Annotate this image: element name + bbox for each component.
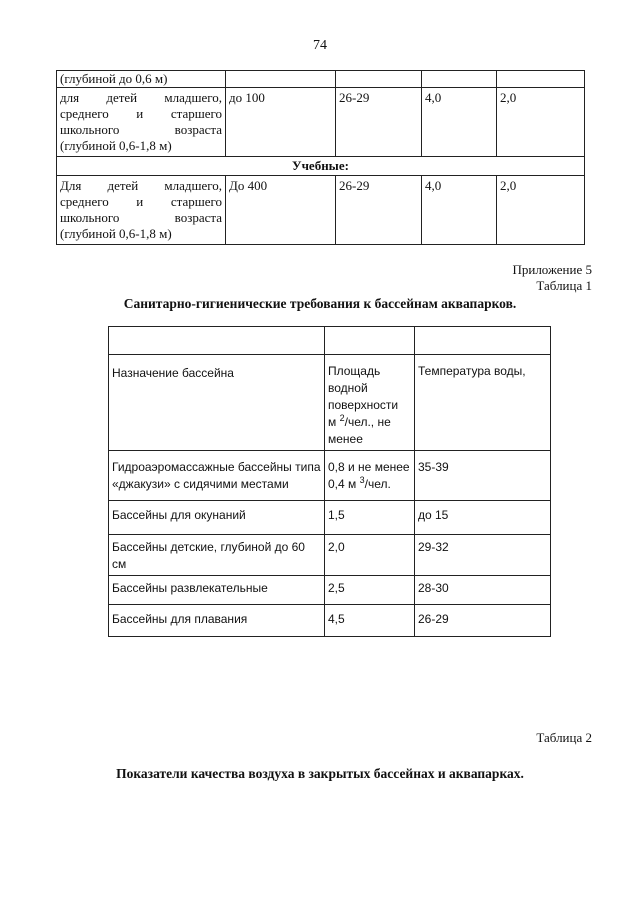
- pool-purpose: Гидроаэромассажные бассейны типа «джакузи» с сидячими местами: [109, 451, 325, 501]
- pool-temperature: 26-29: [415, 605, 551, 637]
- table-cell: 4,0: [422, 176, 497, 245]
- pool-area: 4,5: [325, 605, 415, 637]
- table-row: [109, 535, 551, 576]
- page-number: 74: [313, 38, 327, 53]
- table-cell: (глубиной до 0,6 м): [57, 71, 226, 88]
- table-row: [57, 176, 585, 245]
- table-cell: [325, 327, 415, 355]
- header-area-unit: [328, 414, 411, 431]
- table2-title: Показатели качества воздуха в закрытых бассейнах и аквапарках.: [116, 766, 524, 781]
- table1-title: Санитарно-гигиенические требования к бассейнам аквапарков.: [123, 296, 517, 311]
- table-cell: 2,0: [497, 88, 585, 157]
- table-row: [57, 71, 585, 88]
- pool-description-cell: [57, 176, 226, 245]
- header-purpose: Назначение бассейна: [109, 355, 325, 451]
- cell-line: Для детей младшего,: [60, 178, 222, 193]
- unit-superscript: 3: [359, 475, 365, 485]
- header-area-line: водной: [328, 381, 368, 395]
- pool-purpose: Бассейны для плавания: [109, 605, 325, 637]
- unit-text: /чел., не: [344, 415, 391, 429]
- header-area-line: поверхности: [328, 398, 399, 412]
- area-line: [328, 476, 411, 493]
- appendix-label: Приложение 5: [512, 262, 592, 277]
- table-cell: [422, 71, 497, 88]
- header-area-line: менее: [328, 432, 363, 446]
- pool-purpose: Бассейны для окунаний: [109, 501, 325, 535]
- table-cell: 26-29: [336, 176, 422, 245]
- unit-text: 0,4 м: [328, 477, 357, 491]
- header-temperature: Температура воды,: [415, 355, 551, 451]
- unit-superscript: 2: [339, 413, 345, 423]
- table-cell: До 400: [226, 176, 336, 245]
- cell-line: среднего и старшего: [60, 106, 222, 121]
- table-cell: [336, 71, 422, 88]
- unit-text: /чел.: [364, 477, 391, 491]
- unit-text: м: [328, 415, 337, 429]
- table-row: [109, 451, 551, 501]
- section-caption: Учебные:: [57, 157, 585, 176]
- table-row: [109, 501, 551, 535]
- cell-line: для детей младшего,: [60, 90, 222, 105]
- pool-area: 2,5: [325, 576, 415, 605]
- table-caption-row: [57, 157, 585, 176]
- pool-purpose: Бассейны детские, глубиной до 60 см: [109, 535, 325, 576]
- table-row: [109, 576, 551, 605]
- cell-line: среднего и старшего: [60, 194, 222, 209]
- table1-label: Таблица 1: [536, 278, 592, 293]
- pool-temperature: 35-39: [415, 451, 551, 501]
- table-cell: до 100: [226, 88, 336, 157]
- pool-temperature: до 15: [415, 501, 551, 535]
- table-cell: [109, 327, 325, 355]
- table-header-row: [109, 355, 551, 451]
- table-cell: 26-29: [336, 88, 422, 157]
- header-area: [325, 355, 415, 451]
- cell-line: школьного возраста: [60, 122, 222, 137]
- pool-temperature: 28-30: [415, 576, 551, 605]
- pool-area: 1,5: [325, 501, 415, 535]
- pool-purpose: Бассейны развлекательные: [109, 576, 325, 605]
- cell-line: (глубиной 0,6-1,8 м): [60, 138, 172, 153]
- pool-temperature: 29-32: [415, 535, 551, 576]
- table-cell: 4,0: [422, 88, 497, 157]
- pool-requirements-table: [108, 326, 551, 637]
- table-empty-header-row: [109, 327, 551, 355]
- table-row: [57, 88, 585, 157]
- pool-description-cell: [57, 88, 226, 157]
- table-cell: [497, 71, 585, 88]
- pool-area: [325, 451, 415, 501]
- continued-table: [56, 70, 585, 245]
- appendix-labels: [512, 262, 592, 294]
- pool-area: 2,0: [325, 535, 415, 576]
- table-cell: 2,0: [497, 176, 585, 245]
- header-area-line: Площадь: [328, 364, 381, 378]
- table2-label: Таблица 2: [536, 730, 592, 745]
- table-cell: [415, 327, 551, 355]
- table-row: [109, 605, 551, 637]
- cell-line: школьного возраста: [60, 210, 222, 225]
- area-line: 0,8 и не менее: [328, 460, 410, 474]
- table-cell: [226, 71, 336, 88]
- cell-line: (глубиной 0,6-1,8 м): [60, 226, 172, 241]
